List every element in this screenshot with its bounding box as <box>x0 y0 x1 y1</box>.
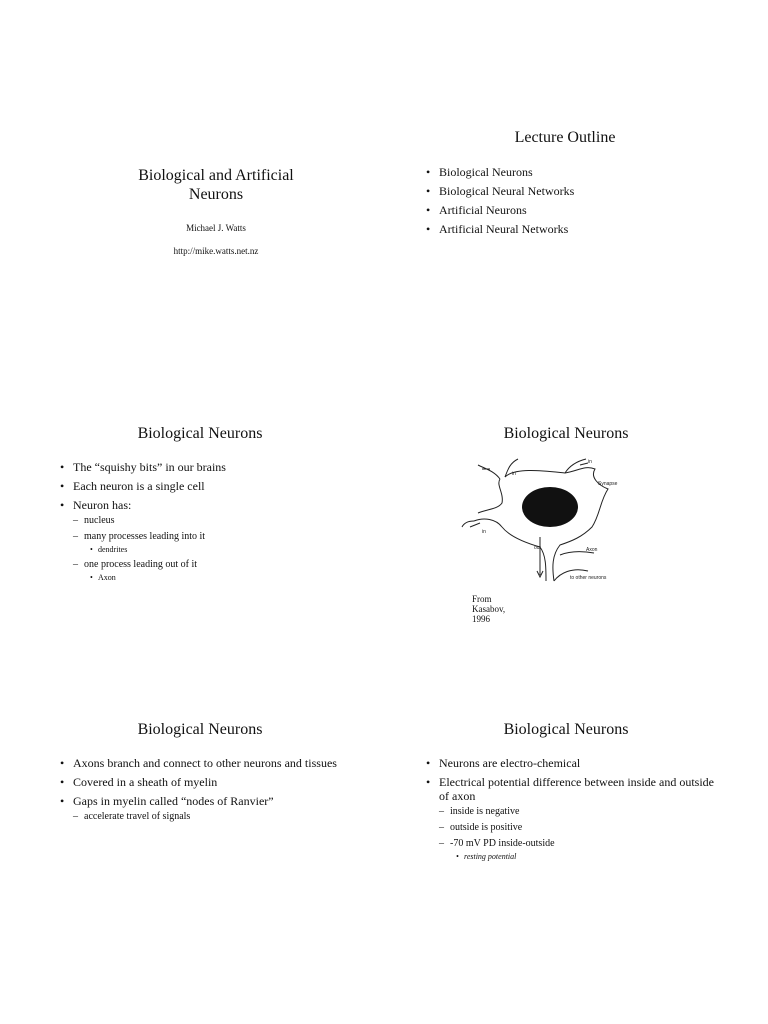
slide3-subsubitem: • dendrites <box>90 544 360 555</box>
slide3-subitem <box>73 530 360 555</box>
label-out: out <box>534 545 541 551</box>
slide5-item: • Axons branch and connect to other neurons and tissues <box>60 756 350 770</box>
slide6-subitem-text: -70 mV PD inside-outside <box>450 838 555 849</box>
label-in: in <box>482 529 486 535</box>
slide1-title: Biological and Artificial Neurons <box>138 167 294 203</box>
slide1-author: Michael J. Watts <box>186 223 246 233</box>
slide6-sublist <box>439 805 716 862</box>
slide3-title: Biological Neurons <box>137 425 263 442</box>
slide3-subsubitem: • Axon <box>90 572 360 583</box>
slide2-item: • Artificial Neurons <box>426 203 726 217</box>
slide3-subitem-text: one process leading out of it <box>84 559 198 570</box>
slide6-bullets <box>426 756 716 867</box>
slide3-subitem: – nucleus <box>73 514 360 527</box>
slide3-item <box>60 498 360 583</box>
slide3-item-text: Neuron has: <box>73 498 132 512</box>
slide2-bullets <box>426 165 726 241</box>
slide6-subsubitem: • resting potential <box>456 851 716 862</box>
slide5-item-text: Gaps in myelin called “nodes of Ranvier” <box>73 794 274 808</box>
slide3-subitem <box>73 558 360 583</box>
slide6-item: • Neurons are electro-chemical <box>426 756 716 770</box>
slide6-item <box>426 775 716 862</box>
slide6-subsublist <box>456 851 716 862</box>
slide3-item: • Each neuron is a single cell <box>60 479 360 493</box>
slide6-subitem <box>439 837 716 862</box>
slide3-bullets <box>60 460 360 588</box>
label-to-other: to other neurons <box>570 575 607 581</box>
slide1-url: http://mike.watts.net.nz <box>173 246 259 256</box>
slide2-item: • Biological Neural Networks <box>426 184 726 198</box>
slide3-subsublist <box>90 544 360 555</box>
slide3-subsublist <box>90 572 360 583</box>
slide2-item: • Biological Neurons <box>426 165 726 179</box>
slide6-subitem: – outside is positive <box>439 821 716 834</box>
slide5-subitem: – accelerate travel of signals <box>73 810 350 823</box>
label-axon: Axon <box>586 547 598 553</box>
neuron-diagram <box>460 455 640 585</box>
slide6-subitem: – inside is negative <box>439 805 716 818</box>
label-synapse: Synapse <box>598 481 618 487</box>
slide2-item: • Artificial Neural Networks <box>426 222 726 236</box>
slide4-title: Biological Neurons <box>503 425 629 442</box>
slide5-bullets <box>60 756 350 828</box>
slide3-item: • The “squishy bits” in our brains <box>60 460 360 474</box>
slide2-title: Lecture Outline <box>514 129 616 146</box>
slide3-sublist <box>73 514 360 583</box>
slide5-item <box>60 794 350 823</box>
slide4-caption: From Kasabov, 1996 <box>472 594 506 624</box>
slide6-title: Biological Neurons <box>503 721 629 738</box>
nucleus <box>522 487 578 527</box>
slide3-subitem-text: many processes leading into it <box>84 531 206 542</box>
label-in: in <box>588 459 592 465</box>
label-in: in <box>512 471 516 477</box>
slide5-sublist <box>73 810 350 823</box>
slide5-item: • Covered in a sheath of myelin <box>60 775 350 789</box>
slide6-item-text: Electrical potential difference between inside and outside of axon <box>439 775 714 803</box>
slide5-title: Biological Neurons <box>137 721 263 738</box>
